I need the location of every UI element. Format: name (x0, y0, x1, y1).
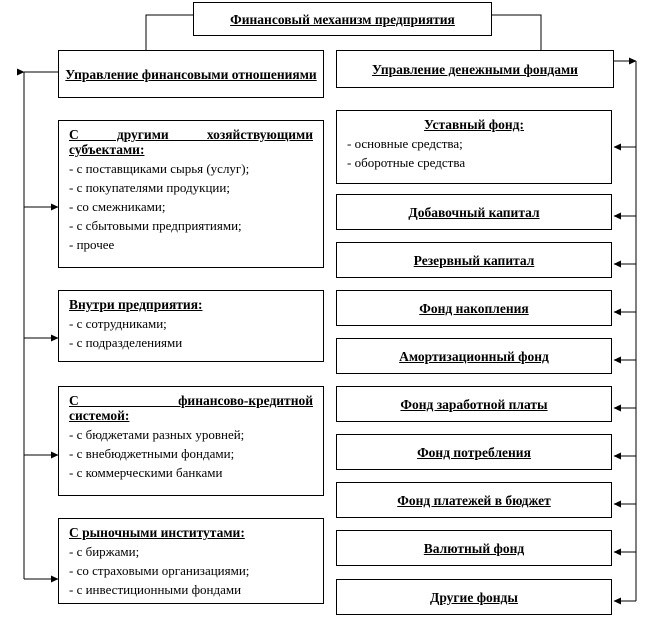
list-item: - с подразделениями (69, 335, 183, 350)
list-item: - оборотные средства (347, 155, 466, 170)
list-item: - с внебюджетными фондами; (69, 446, 235, 461)
left-group-title: С рыночными институтами: (69, 525, 245, 540)
right-header-box (336, 50, 614, 88)
fund-title: Фонд платежей в бюджет (397, 492, 551, 508)
list-item: - прочее (69, 237, 115, 252)
fund-budget-payments (336, 482, 612, 518)
left-group-title: Внутри предприятия: (69, 297, 203, 312)
fund-consumption (336, 434, 612, 470)
fund-title: Уставный фонд: (424, 117, 524, 132)
list-item: - основные средства; (347, 136, 463, 151)
fund-title: Другие фонды (430, 589, 518, 605)
fund-title: Фонд потребления (417, 444, 531, 460)
fund-accumulation (336, 290, 612, 326)
left-group-title: С финансово-кредитной (69, 393, 313, 408)
fund-additional-capital (336, 194, 612, 230)
fund-currency (336, 530, 612, 566)
list-item: - со страховыми организациями; (69, 563, 250, 578)
left-group-other-entities (58, 120, 324, 268)
list-item: - с покупателями продукции; (69, 180, 230, 195)
fund-wages (336, 386, 612, 422)
left-group-title-cont: субъектами: (69, 142, 145, 157)
fund-depreciation (336, 338, 612, 374)
fund-authorized-capital (336, 110, 612, 184)
fund-title: Амортизационный фонд (399, 348, 549, 364)
list-item: - с коммерческими банками (69, 465, 223, 480)
right-header-label: Управление денежными фондами (372, 61, 578, 77)
list-item: - с инвестиционными фондами (69, 582, 242, 597)
list-item: - с сбытовыми предприятиями; (69, 218, 242, 233)
fund-title: Фонд заработной платы (400, 396, 548, 412)
fund-title: Резервный капитал (413, 252, 535, 268)
fund-reserve-capital (336, 242, 612, 278)
fund-title: Добавочный капитал (408, 204, 540, 220)
left-group-market-institutions (58, 518, 324, 604)
left-header-label: Управление финансовыми отношениями (65, 66, 317, 82)
diagram-title: Финансовый механизм предприятия (230, 11, 455, 27)
list-item: - со смежниками; (69, 199, 166, 214)
list-item: - с сотрудниками; (69, 316, 167, 331)
fund-title: Валютный фонд (423, 540, 525, 556)
fund-title: Фонд накопления (419, 300, 529, 316)
title-box (193, 2, 492, 36)
left-group-inside-enterprise (58, 290, 324, 362)
left-header-box (58, 50, 324, 98)
list-item: - с биржами; (69, 544, 140, 559)
list-item: - с поставщиками сырья (услуг); (69, 161, 250, 176)
left-group-title-cont: системой: (69, 408, 130, 423)
list-item: - с бюджетами разных уровней; (69, 427, 245, 442)
left-group-financial-system (58, 386, 324, 496)
fund-other (336, 579, 612, 615)
left-group-title: С другими хозяйствующими (69, 127, 313, 142)
